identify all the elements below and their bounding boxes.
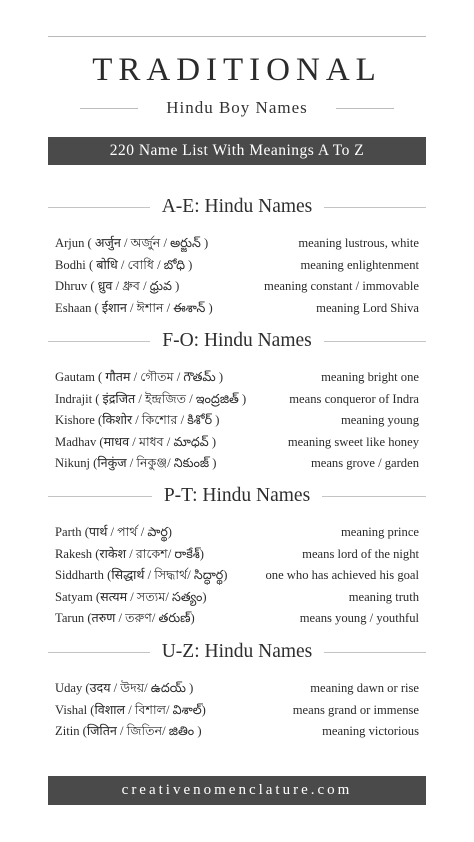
heading-divider-right — [324, 652, 426, 653]
name-row — [55, 722, 419, 744]
name-list — [48, 368, 426, 476]
name-entry: Rakesh (राकेश / রাকেশ/ రాకేశ్) — [55, 546, 204, 561]
section-heading-row — [48, 194, 426, 220]
name-entry: Nikunj (निकुंज / নিকুঞ্জ/ నికుంజ్ ) — [55, 456, 217, 470]
section-heading-row — [48, 328, 426, 354]
section-heading: F-O: Hindu Names — [162, 330, 312, 351]
name-entry: Bodhi ( बोधि / বোধি / బోధి ) — [55, 257, 193, 272]
heading-divider-right — [324, 341, 426, 342]
section-heading: U-Z: Hindu Names — [161, 641, 313, 662]
section-heading: A-E: Hindu Names — [161, 196, 313, 217]
name-row — [55, 523, 419, 545]
name-list — [48, 234, 426, 320]
heading-divider-left — [48, 496, 152, 497]
name-entry: Uday (उदय / উদয়/ ఉదయ్ ) — [55, 681, 194, 695]
name-row — [55, 679, 419, 701]
section-f-o — [48, 328, 426, 476]
name-meaning: means lord of the night — [302, 546, 419, 561]
name-row — [55, 454, 419, 476]
name-entry: Gautam ( गौतम / গৌতম / గౌతమ్ ) — [55, 370, 224, 384]
name-meaning: meaning lustrous, white — [298, 236, 419, 250]
name-row — [55, 545, 419, 567]
name-meaning: meaning young — [341, 413, 419, 427]
name-meaning: meaning prince — [341, 525, 419, 539]
name-meaning: meaning dawn or rise — [310, 681, 419, 695]
name-meaning: meaning truth — [348, 589, 419, 604]
section-u-z — [48, 639, 426, 744]
section-a-e — [48, 194, 426, 320]
name-row — [55, 701, 419, 723]
name-row — [55, 566, 419, 588]
section-heading-row — [48, 483, 426, 509]
name-entry: Eshaan ( ईशान / ঈশান / ఈశాన్ ) — [55, 300, 213, 315]
name-meaning: meaning constant / immovable — [264, 279, 419, 293]
heading-divider-right — [324, 207, 426, 208]
name-row — [55, 234, 419, 256]
name-entry: Vishal (विशाल / বিশাল/ విశాల్) — [55, 702, 206, 717]
heading-divider-left — [48, 652, 150, 653]
name-meaning: means conqueror of Indra — [289, 391, 419, 406]
name-meaning: meaning enlightenment — [300, 257, 419, 272]
name-meaning: one who has achieved his goal — [265, 568, 419, 582]
name-entry: Madhav (माधव / মাধব / మాధవ్ ) — [55, 434, 217, 449]
name-meaning: means grove / garden — [310, 456, 419, 470]
name-meaning: means young / youthful — [299, 611, 419, 625]
top-divider — [48, 36, 426, 37]
name-entry: Satyam (सत्यम / সত্যম/ సత్యం) — [55, 589, 207, 604]
section-heading-row — [48, 639, 426, 665]
name-meaning: meaning victorious — [322, 724, 419, 738]
name-row — [55, 433, 419, 455]
page-title: TRADITIONAL — [92, 52, 382, 88]
section-heading: P-T: Hindu Names — [163, 485, 311, 506]
name-row — [55, 609, 419, 631]
name-row — [55, 277, 419, 299]
name-entry: Parth (पार्थ / পার্থ / పార్థ) — [55, 525, 172, 539]
name-row — [55, 588, 419, 610]
name-entry: Siddharth (सिद्धार्थ / সিদ্ধার্থ/ సిద్ధార్థ) — [55, 568, 228, 582]
page-subtitle: Hindu Boy Names — [166, 98, 308, 117]
name-entry: Arjun ( अर्जुन / অর্জুন / అర్జున్ ) — [55, 236, 209, 250]
heading-divider-left — [48, 341, 150, 342]
subtitle-divider-left — [80, 108, 138, 109]
name-meaning: meaning bright one — [321, 370, 419, 384]
name-row — [55, 299, 419, 321]
subtitle-row — [48, 96, 426, 120]
name-entry: Tarun (तरुण / তরুণ/ తరుణ్) — [55, 611, 195, 625]
name-list — [48, 679, 426, 744]
name-entry: Dhruv ( ध्रुव / ধ্রুব / ధ్రువ ) — [55, 279, 180, 293]
name-meaning: meaning sweet like honey — [287, 434, 419, 449]
subtitle-divider-right — [336, 108, 394, 109]
section-p-t — [48, 483, 426, 631]
name-meaning: means grand or immense — [292, 702, 419, 717]
name-entry: Zitin (जितिन / জিতিন/ జితిం ) — [55, 724, 202, 738]
list-banner: 220 Name List With Meanings A To Z — [48, 137, 426, 165]
website-footer: creativenomenclature.com — [48, 776, 426, 805]
name-row — [55, 256, 419, 278]
name-row — [55, 411, 419, 433]
name-row — [55, 368, 419, 390]
name-entry: Indrajit ( इंद्रजित / ইন্দ্রজিত / ఇంద్రజిత్ ) — [55, 391, 247, 406]
name-entry: Kishore (किशोर / কিশোর / కిశోర్ ) — [55, 413, 220, 427]
name-row — [55, 390, 419, 412]
heading-divider-right — [322, 496, 426, 497]
name-meaning: meaning Lord Shiva — [316, 300, 419, 315]
name-list — [48, 523, 426, 631]
heading-divider-left — [48, 207, 150, 208]
